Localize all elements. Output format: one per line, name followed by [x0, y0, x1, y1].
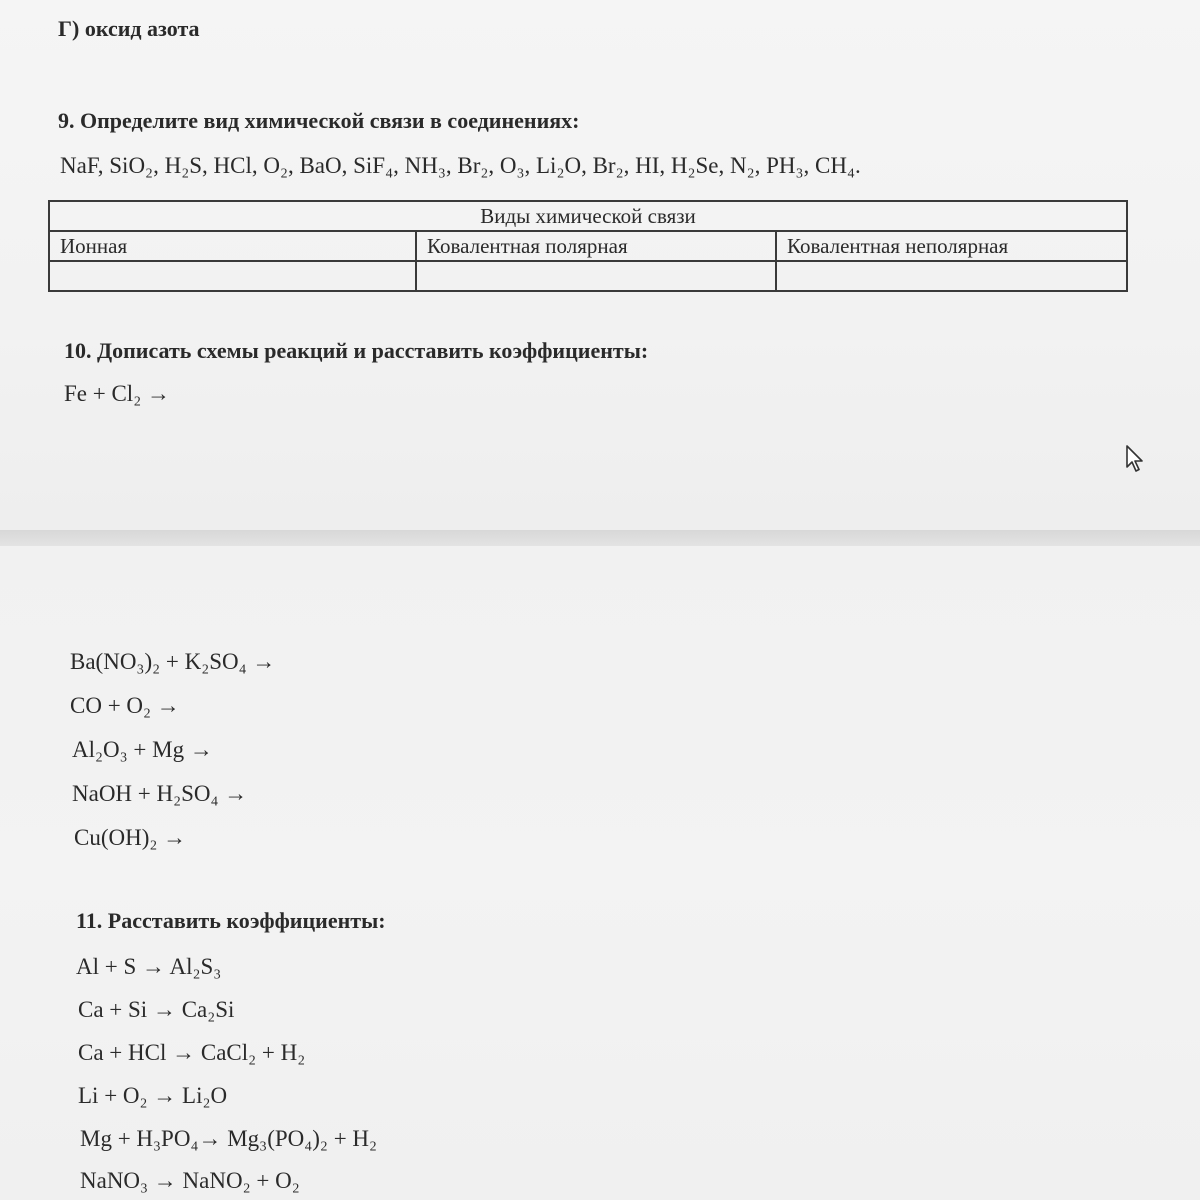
question-11-title: 11. Расставить коэффициенты:: [76, 908, 386, 933]
column-covalent-nonpolar: Ковалентная неполярная: [776, 231, 1127, 261]
question-9-compounds: NaF, SiO₂, H₂S, HCl, O₂, BaO, SiF₄, NH₃, Br₂, O₃, Li₂O, Br₂, HI, H₂Se, N₂, PH₃, CH₄.: [60, 153, 861, 178]
page-bottom: [0, 546, 1200, 1200]
answer-cell-covalent-nonpolar[interactable]: [776, 261, 1127, 291]
reaction-4: NaOH + H₂SO₄ →: [72, 781, 248, 806]
question-10-title: 10. Дописать схемы реакций и расставить коэффициенты:: [64, 338, 649, 363]
balance-reaction-1: Al + S → Al₂S₃: [76, 954, 222, 979]
column-covalent-polar: Ковалентная полярная: [416, 231, 776, 261]
mouse-pointer-icon: [1125, 445, 1147, 473]
answer-option-g: Г) оксид азота: [58, 16, 200, 41]
answer-cell-ionic[interactable]: [49, 261, 416, 291]
bond-types-table: [48, 200, 1128, 292]
page-gap: [0, 530, 1200, 546]
reaction-1: Ba(NO₃)₂ + K₂SO₄ →: [70, 649, 276, 674]
reaction-5: Cu(OH)₂ →: [74, 825, 187, 850]
reaction-3: Al₂O₃ + Mg →: [72, 737, 213, 762]
question-9-title: 9. Определите вид химической связи в соединениях:: [58, 108, 580, 133]
balance-reaction-3: Ca + HCl → CaCl₂ + H₂: [78, 1040, 306, 1065]
page-top: [0, 0, 1200, 530]
answer-cell-covalent-polar[interactable]: [416, 261, 776, 291]
balance-reaction-6: NaNO₃ → NaNO₂ + O₂: [80, 1168, 300, 1193]
balance-reaction-4: Li + O₂ → Li₂O: [78, 1083, 228, 1108]
balance-reaction-5: Mg + H₃PO₄→ Mg₃(PO₄)₂ + H₂: [80, 1126, 378, 1151]
column-ionic: Ионная: [49, 231, 416, 261]
question-10-reaction-fe: Fe + Cl₂ →: [64, 381, 170, 406]
balance-reaction-2: Ca + Si → Ca₂Si: [78, 997, 235, 1022]
table-header: Виды химической связи: [49, 201, 1127, 231]
reaction-2: CO + O₂ →: [70, 693, 180, 718]
